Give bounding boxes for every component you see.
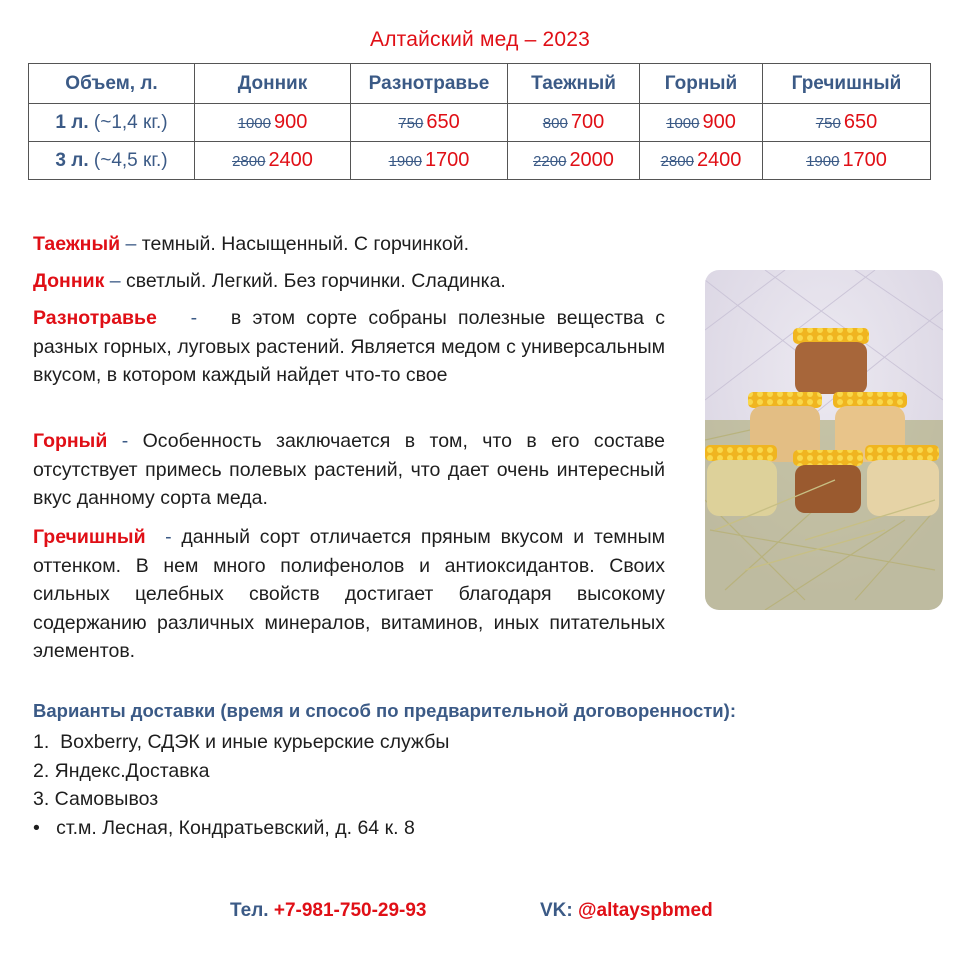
- new-price: 2400: [696, 149, 742, 171]
- phone-label: Тел.: [230, 900, 269, 921]
- delivery-item: • ст.м. Лесная, Кондратьевский, д. 64 к. 8: [33, 816, 415, 839]
- price-cell: [508, 142, 640, 180]
- honey-name: Гречишный: [33, 526, 146, 548]
- old-price: 1000: [237, 115, 271, 132]
- honey-name: Донник: [33, 270, 105, 292]
- price-cell: [195, 142, 351, 180]
- phone-number[interactable]: +7-981-750-29-93: [273, 900, 427, 921]
- description-text: светлый. Легкий. Без горчинки. Сладинка.: [126, 270, 506, 292]
- honey-name: Таежный: [33, 233, 121, 255]
- new-price: 2400: [268, 149, 313, 171]
- volume-weight: (~1,4 кг.): [93, 111, 168, 133]
- price-cell: [640, 104, 763, 142]
- description-text: темный. Насыщенный. С горчинкой.: [141, 233, 470, 255]
- vk-handle[interactable]: @altayspbmed: [578, 900, 713, 921]
- delivery-list: [33, 728, 449, 842]
- honey-jars-illustration: [705, 270, 943, 610]
- old-price: 2800: [232, 153, 266, 170]
- vk-label: VK:: [540, 900, 573, 921]
- new-price: 1700: [424, 149, 470, 171]
- volume-cell: [29, 142, 195, 180]
- honey-jars-photo: [705, 270, 943, 610]
- new-price: 650: [426, 111, 460, 133]
- old-price: 750: [398, 115, 424, 132]
- page-title: Алтайский мед – 2023: [369, 28, 590, 51]
- phone-contact: [230, 900, 427, 922]
- dash: -: [145, 526, 182, 548]
- column-header: Горный: [640, 64, 763, 104]
- new-price: 1700: [842, 149, 887, 171]
- dash: –: [104, 270, 127, 292]
- old-price: 1900: [806, 153, 840, 170]
- dash: –: [120, 233, 142, 255]
- description-text: данный сорт отличается пряным вкусом и темным оттенком. В нем много полифенолов и антиоксидантов. Своих сильных целебных свойств достигает благодаря высокому содержанию различных минералов, витаминов, иных питательных элементов.: [33, 526, 671, 662]
- column-header: Разнотравье: [351, 64, 508, 104]
- table-row: [29, 104, 931, 142]
- dash: -: [156, 307, 231, 329]
- new-price: 700: [570, 111, 605, 133]
- description-raznotravie: [33, 304, 671, 390]
- price-cell: [763, 104, 931, 142]
- description-grechishny: [33, 523, 671, 666]
- table-header-row: [29, 64, 931, 104]
- price-cell: [763, 142, 931, 180]
- delivery-title: Варианты доставки (время и способ по предварительной договоренности):: [33, 700, 736, 721]
- volume-weight: (~4,5 кг.): [93, 149, 168, 171]
- honey-name: Горный: [33, 430, 108, 452]
- dash: -: [107, 430, 143, 452]
- old-price: 750: [815, 115, 841, 132]
- price-cell: [508, 104, 640, 142]
- new-price: 900: [274, 111, 308, 133]
- description-taezhny: [33, 230, 665, 259]
- old-price: 1900: [388, 153, 422, 170]
- old-price: 800: [542, 115, 568, 132]
- volume-label: 1 л.: [55, 111, 89, 133]
- description-text: в этом сорте собраны полезные вещества с разных горных, луговых растений. Является медом с универсальным вкусом, в котором каждый найдет что-то свое: [33, 307, 671, 386]
- honey-name: Разнотравье: [33, 307, 157, 329]
- volume-cell: [29, 104, 195, 142]
- delivery-item: 2. Яндекс.Доставка: [33, 759, 210, 782]
- new-price: 2000: [569, 149, 614, 171]
- vk-contact: [540, 900, 713, 922]
- delivery-item: 3. Самовывоз: [33, 788, 159, 810]
- old-price: 2200: [533, 153, 567, 170]
- column-header: Гречишный: [763, 64, 931, 104]
- table-row: [29, 142, 931, 180]
- description-text: Особенность заключается в том, что в его составе отсутствует примесь полевых растений, что дает очень интересный вкус данному сорта меда.: [33, 430, 665, 509]
- description-gorny: [33, 427, 665, 513]
- old-price: 1000: [666, 115, 700, 132]
- new-price: 900: [702, 111, 736, 133]
- price-cell: [351, 142, 508, 180]
- price-cell: [195, 104, 351, 142]
- column-header: Объем, л.: [29, 64, 195, 104]
- old-price: 2800: [660, 153, 694, 170]
- price-cell: [351, 104, 508, 142]
- volume-label: 3 л.: [55, 149, 89, 171]
- column-header: Таежный: [508, 64, 640, 104]
- new-price: 650: [843, 111, 878, 133]
- description-donnik: [33, 267, 665, 296]
- price-cell: [640, 142, 763, 180]
- delivery-item: 1. Boxberry, СДЭК и иные курьерские службы: [33, 731, 450, 753]
- column-header: Донник: [195, 64, 351, 104]
- price-table: [28, 63, 931, 180]
